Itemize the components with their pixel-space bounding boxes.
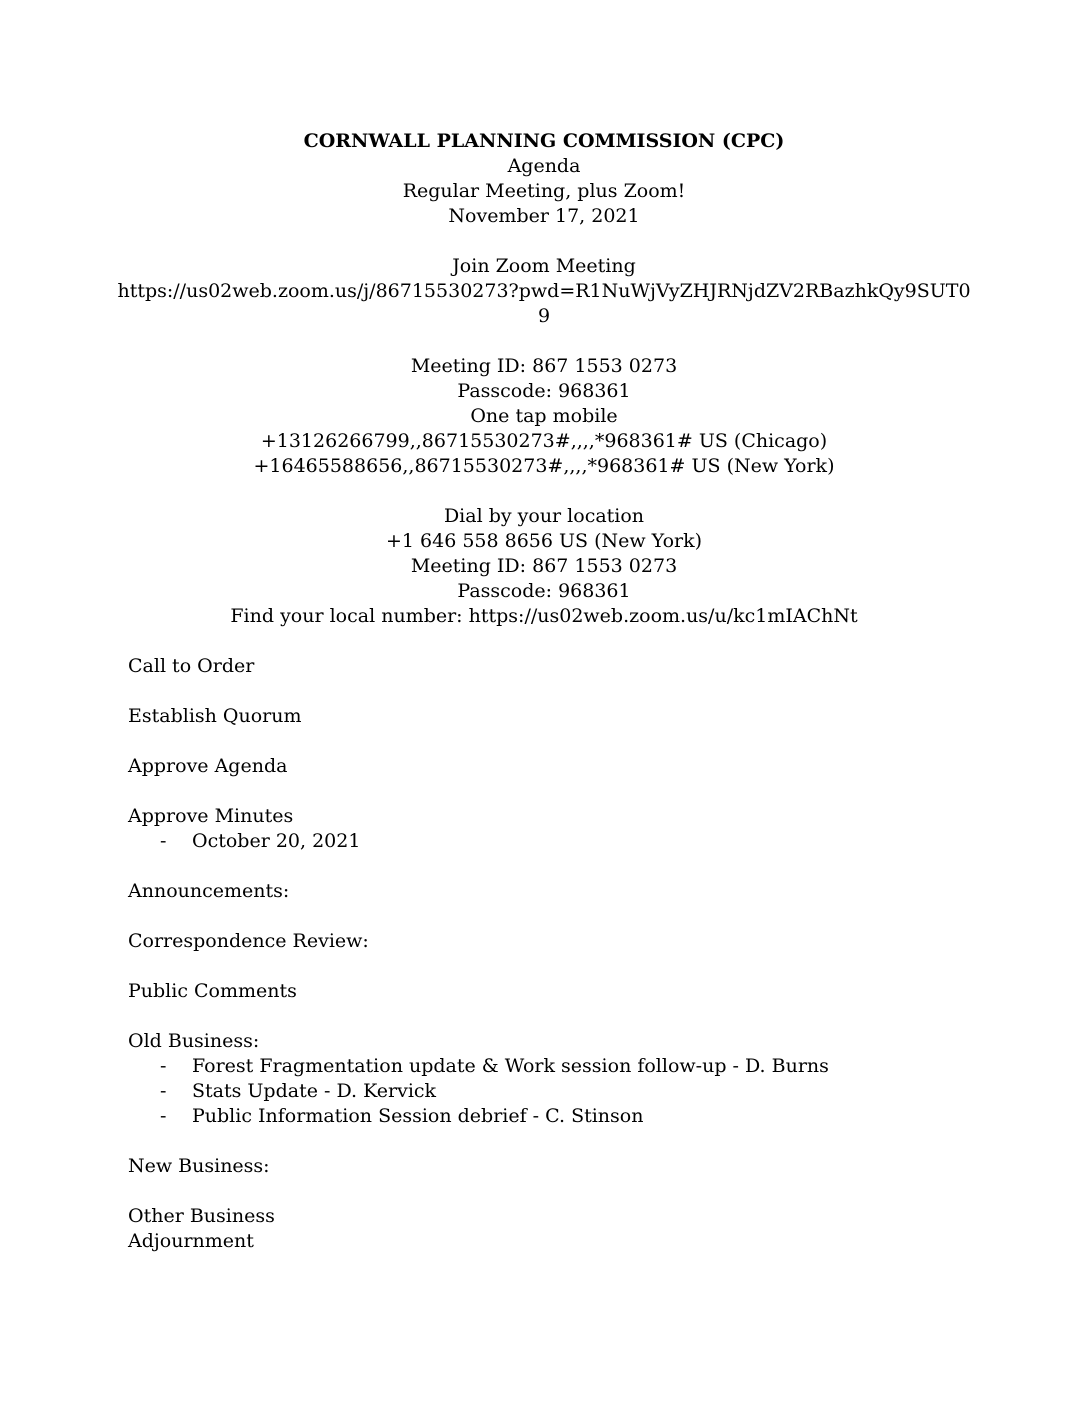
meeting-date: November 17, 2021 bbox=[448, 205, 640, 227]
dial-label: Dial by your location bbox=[443, 505, 645, 527]
bullet-dash: - bbox=[160, 830, 167, 852]
agenda-header bbox=[100, 129, 988, 229]
old-business: Old Business: bbox=[128, 1030, 260, 1052]
dial-in-info bbox=[100, 504, 988, 629]
adjournment: Adjournment bbox=[128, 1230, 254, 1252]
old-business-item bbox=[128, 1054, 928, 1079]
dial-meeting-id: Meeting ID: 867 1553 0273 bbox=[410, 555, 678, 577]
old-business-item bbox=[128, 1104, 928, 1129]
bullet-dash: - bbox=[160, 1055, 167, 1077]
bullet-dash: - bbox=[160, 1080, 167, 1102]
old-business-item-text: Public Information Session debrief - C. Stinson bbox=[192, 1105, 644, 1127]
approve-minutes: Approve Minutes bbox=[128, 805, 294, 827]
local-number-link[interactable]: Find your local number: https://us02web.zoom.us/u/kc1mIAChNt bbox=[230, 605, 858, 627]
agenda-items bbox=[128, 654, 928, 1254]
meeting-type: Regular Meeting, plus Zoom! bbox=[402, 180, 686, 202]
zoom-url-continued[interactable]: 9 bbox=[537, 305, 551, 327]
minutes-item bbox=[128, 829, 928, 854]
document-type: Agenda bbox=[507, 155, 581, 177]
public-comments: Public Comments bbox=[128, 980, 297, 1002]
one-tap-label: One tap mobile bbox=[470, 405, 618, 427]
bullet-dash: - bbox=[160, 1105, 167, 1127]
minutes-item-text: October 20, 2021 bbox=[192, 830, 361, 852]
old-business-item-text: Forest Fragmentation update & Work session follow-up - D. Burns bbox=[192, 1055, 829, 1077]
other-business: Other Business bbox=[128, 1205, 275, 1227]
old-business-item bbox=[128, 1079, 928, 1104]
old-business-item-text: Stats Update - D. Kervick bbox=[192, 1080, 437, 1102]
correspondence-review: Correspondence Review: bbox=[128, 930, 369, 952]
dial-passcode: Passcode: 968361 bbox=[457, 580, 631, 602]
announcements: Announcements: bbox=[128, 880, 290, 902]
meeting-id: Meeting ID: 867 1553 0273 bbox=[410, 355, 678, 377]
approve-agenda: Approve Agenda bbox=[128, 755, 288, 777]
passcode: Passcode: 968361 bbox=[457, 380, 631, 402]
zoom-join-section bbox=[100, 254, 988, 329]
one-tap-chicago: +13126266799,,86715530273#,,,,*968361# US (Chicago) bbox=[260, 430, 828, 452]
zoom-url[interactable]: https://us02web.zoom.us/j/86715530273?pwd=R1NuWjVyZHJRNjdZV2RBazhkQy9SUT0 bbox=[117, 280, 971, 302]
dial-number: +1 646 558 8656 US (New York) bbox=[385, 530, 703, 552]
one-tap-newyork: +16465588656,,86715530273#,,,,*968361# US (New York) bbox=[253, 455, 835, 477]
zoom-meeting-info bbox=[100, 354, 988, 479]
zoom-join-label: Join Zoom Meeting bbox=[452, 255, 636, 277]
call-to-order: Call to Order bbox=[128, 655, 255, 677]
establish-quorum: Establish Quorum bbox=[128, 705, 302, 727]
new-business: New Business: bbox=[128, 1155, 270, 1177]
commission-title: CORNWALL PLANNING COMMISSION (CPC) bbox=[303, 130, 785, 152]
